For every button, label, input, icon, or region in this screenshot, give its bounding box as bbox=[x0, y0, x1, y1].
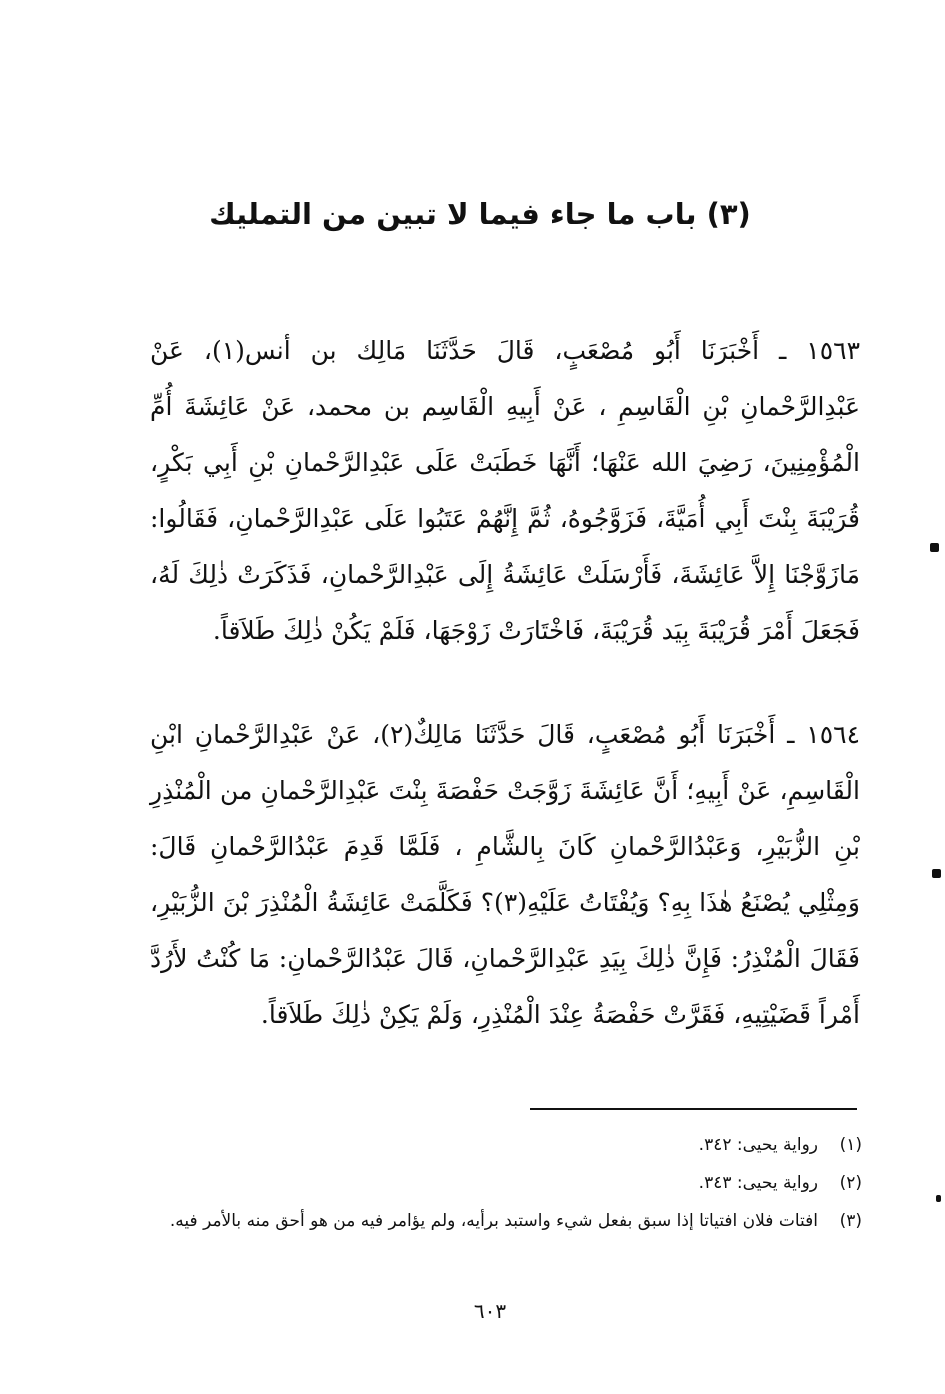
footnote-text: رواية يحيى: ٣٤٢. bbox=[698, 1135, 818, 1155]
scan-margin-mark bbox=[932, 869, 941, 878]
footnote-number: (٣) bbox=[839, 1211, 862, 1231]
footnote-divider bbox=[530, 1108, 857, 1110]
footnote-number: (٢) bbox=[839, 1173, 862, 1193]
footnote-text: رواية يحيى: ٣٤٣. bbox=[698, 1173, 818, 1193]
scan-margin-mark bbox=[936, 1195, 941, 1202]
page-number: ٦٠٣ bbox=[473, 1299, 507, 1323]
footnotes bbox=[150, 1128, 862, 1242]
footnote-number: (١) bbox=[839, 1135, 862, 1155]
footnote-1 bbox=[150, 1128, 862, 1162]
scan-margin-mark bbox=[930, 543, 939, 552]
footnote-text: افتات فلان افتياتا إذا سبق بفعل شيء واستبد برأيه، ولم يؤامر فيه من هو أحق منه بالأمر فيه. bbox=[169, 1211, 818, 1231]
footnote-3 bbox=[150, 1204, 862, 1238]
hadith-1563: ١٥٦٣ ـ أَخْبَرَنَا أَبُو مُصْعَبٍ، قَالَ حَدَّثَنَا مَالِك بن أنس(١)، عَنْ عَبْدِالرَّحْمانِ بْنِ الْقَاسِمِ ، عَنْ أَبِيهِ الْقَاسِم بن محمد، عَنْ عَائِشَةَ أُمِّ الْمُؤْمِنِينَ، رَضِيَ الله عَنْهَا؛ أَنَّهَا خَطَبَتْ عَلَى عَبْدِالرَّحْمانِ بْنِ أَبِي بَكْرٍ، قُرَيْبَةَ بِنْتَ أَبِي أُمَيَّةَ، فَزَوَّجُوهُ، ثُمَّ إِنَّهُمْ عَتَبُوا عَلَى عَبْدِالرَّحْمانِ، فَقَالُوا: مَازَوَّجْنَا إِلاَّ عَائِشَةَ، فَأَرْسَلَتْ عَائِشَةُ إِلَى عَبْدِالرَّحْمانِ، فَذَكَرَتْ ذٰلِكَ لَهُ، فَجَعَلَ أَمْرَ قُرَيْبَةَ بِيَد قُرَيْبَةَ، فَاخْتَارَتْ زَوْجَهَا، فَلَمْ يَكُنْ ذٰلِكَ طَلاَقاً. bbox=[150, 336, 861, 645]
chapter-title: (٣) باب ما جاء فيما لا تبين من التمليك bbox=[209, 197, 751, 231]
footnote-2 bbox=[150, 1166, 862, 1200]
hadith-1564: ١٥٦٤ ـ أَخْبَرَنَا أَبُو مُصْعَبٍ، قَالَ حَدَّثَنَا مَالِكٌ(٢)، عَنْ عَبْدِالرَّحْمانِ ابْنِ الْقَاسِمِ، عَنْ أَبِيهِ؛ أَنَّ عَائِشَةَ زَوَّجَتْ حَفْصَةَ بِنْتَ عَبْدِالرَّحْمانِ من الْمُنْذِرِ بْنِ الزُّبَيْرِ، وَعَبْدُالرَّحْمانِ كَانَ بِالشَّامِ ، فَلَمَّا قَدِمَ عَبْدُالرَّحْمانِ قَالَ: وَمِثْلِي يُصْنَعُ هٰذَا بِهِ؟ وَيُفْتَاتُ عَلَيْهِ(٣)؟ فَكَلَّمَتْ عَائِشَةُ الْمُنْذِرَ بْنَ الزُّبَيْرِ، فَقَالَ الْمُنْذِرُ: فَإِنَّ ذٰلِكَ بِيَدِ عَبْدِالرَّحْمانِ، قَالَ عَبْدُالرَّحْمانِ: مَا كُنْتُ لأَرُدَّ أَمْراً قَضَيْتِيهِ، فَقَرَّتْ حَفْصَةُ عِنْدَ الْمُنْذِرِ، وَلَمْ يَكِنْ ذٰلِكَ طَلاَقاً. bbox=[150, 720, 860, 1029]
